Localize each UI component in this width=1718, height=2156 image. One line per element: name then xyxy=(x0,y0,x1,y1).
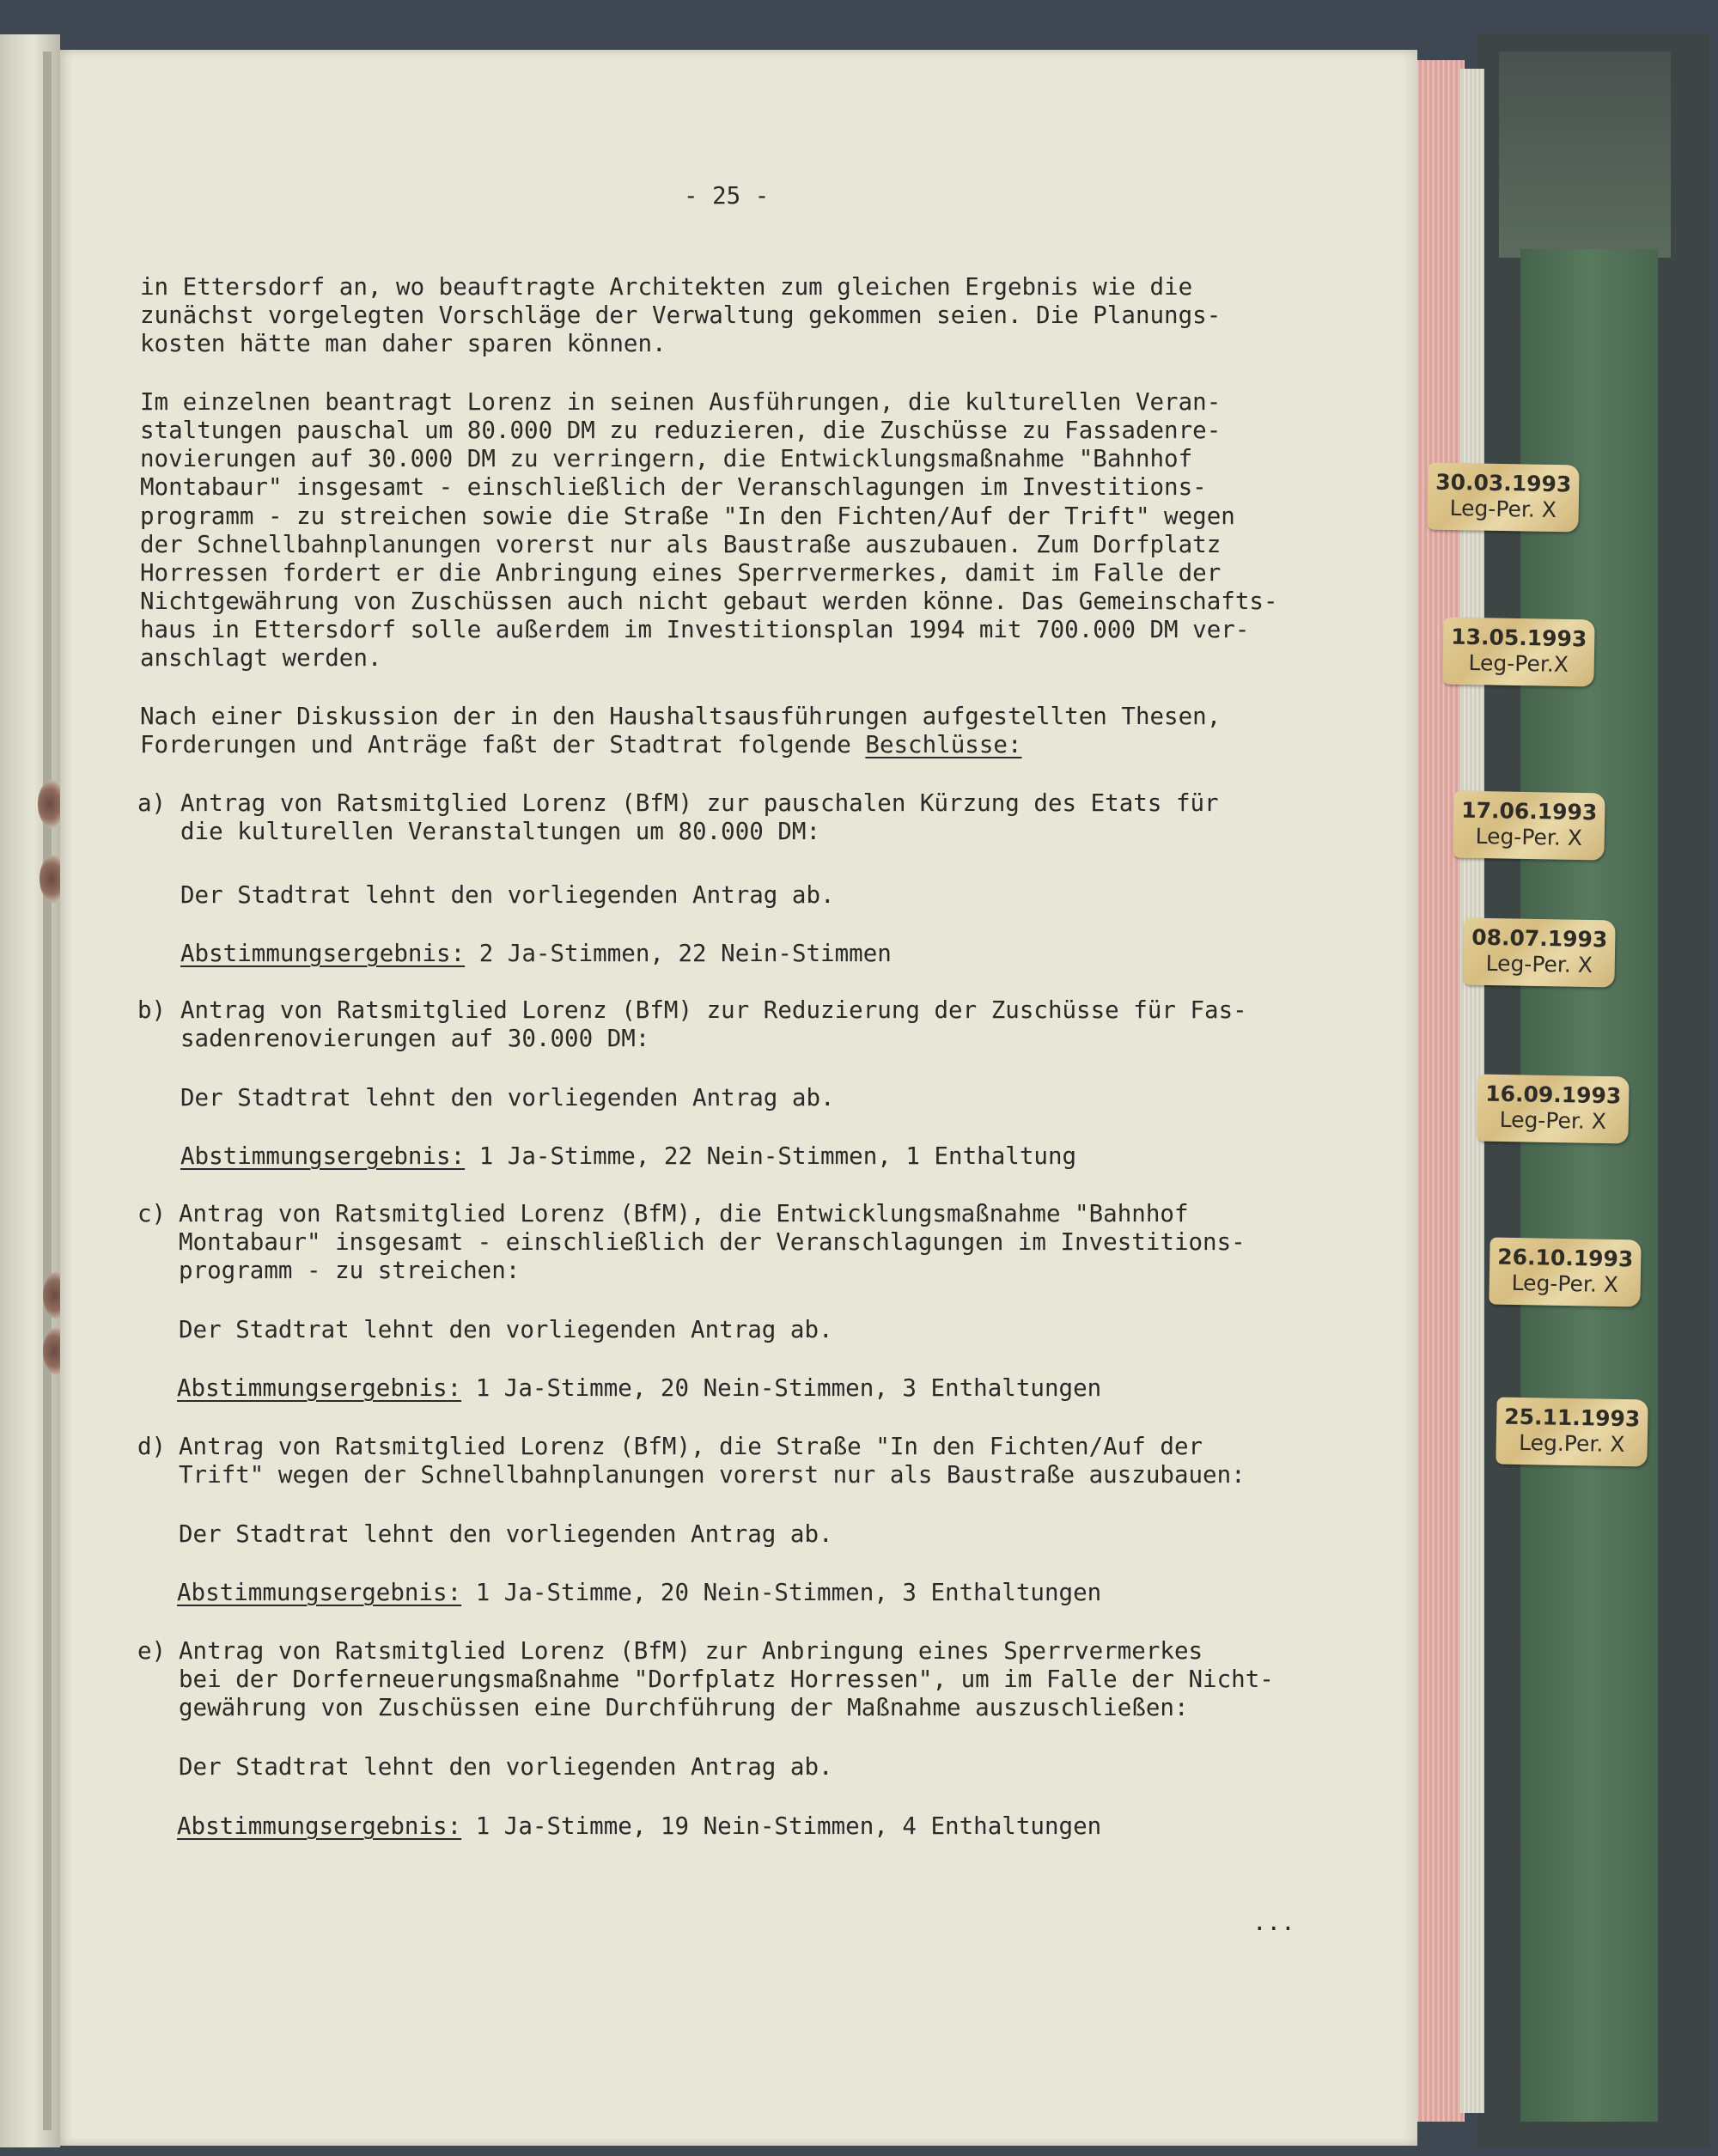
item-result xyxy=(180,940,892,968)
paragraph-line: haus in Ettersdorf solle außerdem im Investitionsplan 1994 mit 700.000 DM ver- xyxy=(140,616,1250,643)
result-value: 1 Ja-Stimme, 22 Nein-Stimmen, 1 Enthaltung xyxy=(465,1142,1077,1170)
index-tab[interactable] xyxy=(1463,917,1615,987)
item-line: Antrag von Ratsmitglied Lorenz (BfM) zur pauschalen Kürzung des Etats für xyxy=(180,789,1219,817)
item-line: Antrag von Ratsmitglied Lorenz (BfM) zur Reduzierung der Zuschüsse für Fas- xyxy=(180,996,1247,1024)
item-line: programm - zu streichen: xyxy=(179,1257,521,1284)
tab-date: 17.06.1993 xyxy=(1460,797,1598,825)
item-result xyxy=(177,1374,1101,1403)
page-stack-edge xyxy=(1413,60,1465,2122)
item-decision: Der Stadtrat lehnt den vorliegenden Antrag ab. xyxy=(180,1084,835,1111)
tab-period: Leg-Per. X xyxy=(1485,950,1593,978)
tab-date: 30.03.1993 xyxy=(1435,469,1572,497)
item-decision: Der Stadtrat lehnt den vorliegenden Antrag ab. xyxy=(180,881,835,909)
decisions-heading: Beschlüsse: xyxy=(865,731,1022,758)
result-label: Abstimmungsergebnis: xyxy=(180,1142,466,1170)
result-value: 1 Ja-Stimme, 20 Nein-Stimmen, 3 Enthaltungen xyxy=(461,1579,1102,1606)
item-decision: Der Stadtrat lehnt den vorliegenden Antrag ab. xyxy=(179,1316,833,1343)
intro-line: kosten hätte man daher sparen können. xyxy=(140,330,667,357)
item-letter: a) xyxy=(137,789,167,817)
continuation-mark: ... xyxy=(1252,1909,1295,1936)
page-number: - 25 - xyxy=(684,182,770,210)
item-line: Antrag von Ratsmitglied Lorenz (BfM), die Straße "In den Fichten/Auf der xyxy=(179,1433,1203,1460)
left-page-shadow xyxy=(43,52,52,2130)
item-letter: d) xyxy=(137,1433,167,1460)
item-line: Trift" wegen der Schnellbahnplanungen vorerst nur als Baustraße auszubauen: xyxy=(179,1461,1246,1489)
tab-date: 26.10.1993 xyxy=(1496,1244,1634,1272)
result-label: Abstimmungsergebnis: xyxy=(177,1812,462,1840)
tab-date: 16.09.1993 xyxy=(1484,1081,1622,1109)
index-tab[interactable] xyxy=(1489,1237,1641,1306)
item-line: sadenrenovierungen auf 30.000 DM: xyxy=(180,1025,650,1052)
item-line: gewährung von Zuschüssen eine Durchführung der Maßnahme auszuschließen: xyxy=(179,1694,1189,1721)
item-result xyxy=(177,1812,1101,1841)
item-line: bei der Dorferneuerungsmaßnahme "Dorfplatz Horressen", um im Falle der Nicht- xyxy=(179,1666,1274,1693)
paragraph-line xyxy=(140,731,1022,759)
paragraph-line: Montabaur" insgesamt - einschließlich der Veranschlagungen im Investitions- xyxy=(140,473,1207,501)
tab-period: Leg-Per.X xyxy=(1468,649,1569,678)
paragraph-line: staltungen pauschal um 80.000 DM zu reduzieren, die Zuschüsse zu Fassadenre- xyxy=(140,417,1221,444)
item-letter: c) xyxy=(137,1200,167,1227)
tab-date: 25.11.1993 xyxy=(1503,1404,1641,1432)
item-result xyxy=(177,1579,1101,1607)
tab-period: Leg-Per. X xyxy=(1499,1106,1607,1135)
index-tab[interactable] xyxy=(1453,790,1605,860)
paragraph-line: novierungen auf 30.000 DM zu verringern, die Entwicklungsmaßnahme "Bahnhof xyxy=(140,445,1193,472)
index-tab[interactable] xyxy=(1496,1397,1648,1466)
tab-date: 13.05.1993 xyxy=(1450,624,1587,652)
result-value: 1 Ja-Stimme, 19 Nein-Stimmen, 4 Enthaltungen xyxy=(461,1812,1102,1840)
item-line: Antrag von Ratsmitglied Lorenz (BfM) zur Anbringung eines Sperrvermerkes xyxy=(179,1637,1203,1665)
tab-date: 08.07.1993 xyxy=(1471,924,1608,953)
paragraph-line: programm - zu streichen sowie die Straße "In den Fichten/Auf der Trift" wegen xyxy=(140,502,1235,530)
result-label: Abstimmungsergebnis: xyxy=(177,1374,462,1402)
item-line: Montabaur" insgesamt - einschließlich der Veranschlagungen im Investitions- xyxy=(179,1228,1246,1256)
tab-period: Leg-Per. X xyxy=(1475,823,1583,851)
tab-period: Leg.Per. X xyxy=(1518,1429,1625,1458)
item-decision: Der Stadtrat lehnt den vorliegenden Antrag ab. xyxy=(179,1520,833,1548)
item-line: Antrag von Ratsmitglied Lorenz (BfM), die Entwicklungsmaßnahme "Bahnhof xyxy=(179,1200,1189,1227)
intro-line: in Ettersdorf an, wo beauftragte Architekten zum gleichen Ergebnis wie die xyxy=(140,273,1193,301)
tab-period: Leg-Per. X xyxy=(1449,495,1557,523)
result-value: 2 Ja-Stimmen, 22 Nein-Stimmen xyxy=(465,940,892,967)
result-label: Abstimmungsergebnis: xyxy=(180,940,466,967)
paragraph-text: Forderungen und Anträge faßt der Stadtrat folgende xyxy=(140,731,866,758)
tab-period: Leg-Per. X xyxy=(1511,1270,1619,1298)
result-label: Abstimmungsergebnis: xyxy=(177,1579,462,1606)
item-line: die kulturellen Veranstaltungen um 80.000 DM: xyxy=(180,818,821,845)
paragraph-line: Im einzelnen beantragt Lorenz in seinen Ausführungen, die kulturellen Veran- xyxy=(140,388,1221,416)
index-tab[interactable] xyxy=(1477,1074,1629,1143)
result-value: 1 Ja-Stimme, 20 Nein-Stimmen, 3 Enthaltungen xyxy=(461,1374,1102,1402)
paragraph-line: Horressen fordert er die Anbringung eines Sperrvermerkes, damit im Falle der xyxy=(140,559,1221,587)
paragraph-line: anschlagt werden. xyxy=(140,644,382,672)
index-tab[interactable] xyxy=(1442,617,1594,686)
item-letter: e) xyxy=(137,1637,167,1665)
item-result xyxy=(180,1142,1076,1171)
paragraph-line: der Schnellbahnplanungen vorerst nur als Baustraße auszubauen. Zum Dorfplatz xyxy=(140,531,1221,558)
paragraph-line: Nichtgewährung von Zuschüssen auch nicht gebaut werden könne. Das Gemeinschafts- xyxy=(140,588,1278,615)
paragraph-line: Nach einer Diskussion der in den Haushaltsausführungen aufgestellten Thesen, xyxy=(140,703,1221,730)
item-letter: b) xyxy=(137,996,167,1024)
index-tab[interactable] xyxy=(1427,462,1579,532)
binder-corner xyxy=(1499,52,1671,258)
intro-line: zunächst vorgelegten Vorschläge der Verwaltung gekommen seien. Die Planungs- xyxy=(140,301,1221,329)
item-decision: Der Stadtrat lehnt den vorliegenden Antrag ab. xyxy=(179,1753,833,1781)
